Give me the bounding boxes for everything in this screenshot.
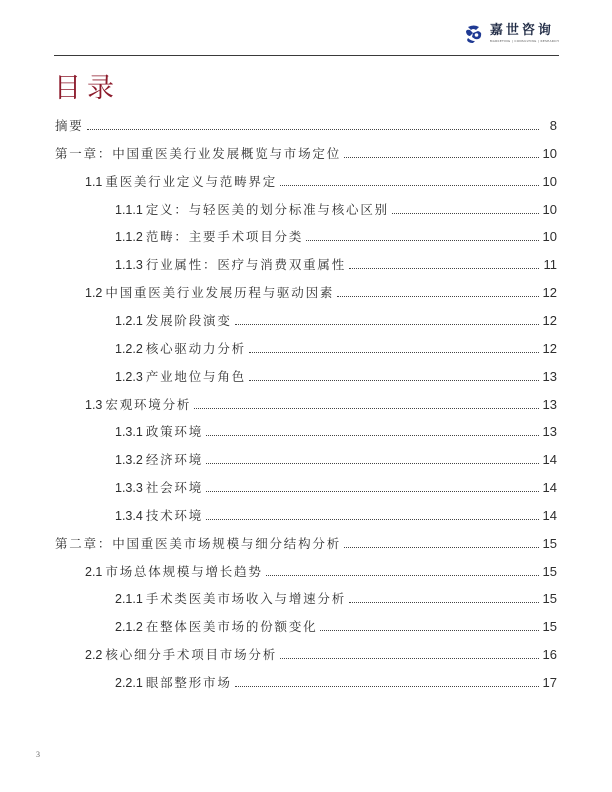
toc-title: 目录 <box>54 73 120 104</box>
toc-entry-label <box>115 340 248 358</box>
toc-entry-text: 范畴：主要手术项目分类 <box>145 229 304 245</box>
toc-entry-number: 1.3.3 <box>115 481 143 496</box>
company-logo <box>464 24 559 44</box>
toc-entry-label <box>115 228 305 246</box>
dot-leader <box>344 547 539 548</box>
toc-entry-page: 17 <box>542 675 557 690</box>
toc-entry-page: 13 <box>542 424 557 440</box>
logo-name: 嘉世咨询 <box>489 23 554 38</box>
toc-entry-label <box>55 145 343 163</box>
dot-leader <box>194 408 539 409</box>
toc-entry[interactable] <box>85 169 557 191</box>
toc-entry-label <box>115 618 319 636</box>
toc-entry[interactable] <box>115 475 557 497</box>
toc-entry-label <box>85 173 279 191</box>
dot-leader <box>306 240 539 241</box>
header-rule <box>54 55 559 56</box>
logo-tagline: MARKETING | CONSULTING | RESEARCH <box>489 39 559 43</box>
toc-entry-label <box>115 479 205 497</box>
toc-entry-number: 1.2 <box>85 286 103 301</box>
toc-entry-page: 14 <box>542 480 557 496</box>
dot-leader <box>206 435 539 436</box>
toc-entry-label <box>115 312 234 330</box>
toc-entry-label <box>85 284 336 302</box>
dot-leader <box>249 352 539 353</box>
toc-entry-number: 2.1.2 <box>115 620 143 635</box>
toc-entry-label <box>115 256 348 274</box>
toc-entry[interactable] <box>115 224 557 246</box>
toc-entry-text: 政策环境 <box>145 424 204 440</box>
toc-entry-label <box>85 563 265 581</box>
toc-entry-text: 行业属性：医疗与消费双重属性 <box>145 257 347 273</box>
toc-entry-page: 10 <box>542 229 557 245</box>
dot-leader <box>349 602 539 603</box>
toc-entry[interactable] <box>55 141 557 163</box>
toc-entry-label <box>115 507 205 525</box>
toc-entry-label <box>115 590 348 608</box>
toc-entry[interactable] <box>115 503 557 525</box>
toc-entry-text: 经济环境 <box>145 452 204 468</box>
toc-entry[interactable] <box>115 670 557 692</box>
toc-entry[interactable] <box>115 197 557 219</box>
toc-entry[interactable] <box>115 336 557 358</box>
toc-entry[interactable] <box>85 642 557 664</box>
dot-leader <box>392 213 539 214</box>
toc-entry[interactable] <box>55 531 557 553</box>
dot-leader <box>266 575 539 576</box>
toc-entry-label <box>55 117 86 135</box>
toc-entry-number: 1.3 <box>85 397 103 412</box>
dot-leader <box>344 157 539 158</box>
jiashi-logo-icon <box>464 24 484 44</box>
toc-entry-number: 1.1.1 <box>115 202 143 217</box>
dot-leader <box>349 268 539 269</box>
dot-leader <box>206 519 539 520</box>
toc-entry[interactable] <box>115 252 557 274</box>
toc-entry-page: 14 <box>542 452 557 468</box>
toc-entry-page: 14 <box>542 507 557 523</box>
toc-entry-label <box>55 535 343 553</box>
toc-entry-text: 眼部整形市场 <box>145 675 232 690</box>
toc-entry-label <box>115 423 205 441</box>
toc-entry-page: 10 <box>542 201 557 217</box>
toc-entry-page: 12 <box>542 285 557 301</box>
toc-entry-page: 15 <box>542 619 557 635</box>
toc-entry[interactable] <box>115 308 557 330</box>
toc-entry-number: 1.2.3 <box>115 369 143 384</box>
toc-entry-text: 宏观环境分析 <box>105 396 192 412</box>
toc-entry-page: 10 <box>542 145 557 161</box>
toc-entry-page: 12 <box>542 312 557 328</box>
toc-entry-text: 产业地位与角色 <box>145 368 246 384</box>
toc-entry-number: 1.3.1 <box>115 425 143 440</box>
toc-entry-label <box>85 646 279 664</box>
toc-entry-text: 第一章：中国重医美行业发展概览与市场定位 <box>55 145 342 161</box>
toc-entry-page: 15 <box>542 591 557 607</box>
toc-entry-text: 技术环境 <box>145 507 204 523</box>
toc-entry-number: 1.3.4 <box>115 508 143 523</box>
toc-entry[interactable] <box>115 419 557 441</box>
toc-entry-text: 定义：与轻医美的划分标准与核心区别 <box>145 201 389 217</box>
toc-entry[interactable] <box>85 392 557 414</box>
toc-entry[interactable] <box>55 113 557 135</box>
dot-leader <box>235 324 539 325</box>
toc-entry[interactable] <box>85 280 557 302</box>
toc-entry-text: 核心驱动力分析 <box>145 340 246 356</box>
toc-entry[interactable] <box>115 364 557 386</box>
toc-entry-number: 2.2 <box>85 648 103 663</box>
dot-leader <box>280 658 539 659</box>
toc-entry-text: 发展阶段演变 <box>145 312 232 328</box>
toc-entry-number: 2.1 <box>85 564 103 579</box>
page-number: 3 <box>36 750 40 759</box>
toc-entry-text: 重医美行业定义与范畴界定 <box>105 173 277 189</box>
toc-entry-number: 1.1.2 <box>115 230 143 245</box>
dot-leader <box>87 129 539 130</box>
toc-entry-page: 10 <box>542 173 557 189</box>
toc-entry-number: 1.1.3 <box>115 258 143 273</box>
toc-entry-text: 在整体医美市场的份额变化 <box>145 619 318 635</box>
toc-entry[interactable] <box>115 614 557 636</box>
toc-entry-label <box>115 368 248 386</box>
toc-entry-label <box>85 396 193 414</box>
toc-entry-page: 15 <box>542 563 557 579</box>
toc-entry-page: 16 <box>542 647 557 663</box>
toc-entry-page: 12 <box>542 340 557 356</box>
toc-entry-page: 11 <box>543 257 557 273</box>
toc-entry[interactable] <box>115 447 557 469</box>
dot-leader <box>320 630 539 631</box>
toc-entry-label <box>115 201 391 219</box>
toc-entry-label <box>115 674 234 692</box>
toc-entry-number: 2.1.1 <box>115 592 143 607</box>
toc-entry-number: 1.2.1 <box>115 313 143 328</box>
dot-leader <box>206 463 539 464</box>
toc-entry-page: 15 <box>542 535 557 551</box>
toc-entry-text: 第二章：中国重医美市场规模与细分结构分析 <box>55 535 342 551</box>
toc-entry[interactable] <box>115 586 557 608</box>
toc-entry-number: 1.2.2 <box>115 341 143 356</box>
toc-entry-text: 摘要 <box>55 118 84 133</box>
dot-leader <box>235 686 539 687</box>
dot-leader <box>337 296 539 297</box>
toc-entry-text: 核心细分手术项目市场分析 <box>105 647 277 663</box>
toc-entry-number: 2.2.1 <box>115 676 143 690</box>
toc-entry-page: 13 <box>542 368 557 384</box>
toc-entry-number: 1.3.2 <box>115 453 143 468</box>
toc-entry-text: 手术类医美市场收入与增速分析 <box>145 591 347 607</box>
toc-entry-label <box>115 451 205 469</box>
toc-entry[interactable] <box>85 559 557 581</box>
dot-leader <box>280 185 539 186</box>
toc-entry-text: 市场总体规模与增长趋势 <box>105 563 263 579</box>
toc-entry-text: 社会环境 <box>145 480 204 496</box>
toc-entry-page: 8 <box>549 118 557 133</box>
dot-leader <box>249 380 539 381</box>
toc-entry-page: 13 <box>542 396 557 412</box>
dot-leader <box>206 491 539 492</box>
toc-entry-number: 1.1 <box>85 174 103 189</box>
toc-entry-text: 中国重医美行业发展历程与驱动因素 <box>105 285 335 301</box>
